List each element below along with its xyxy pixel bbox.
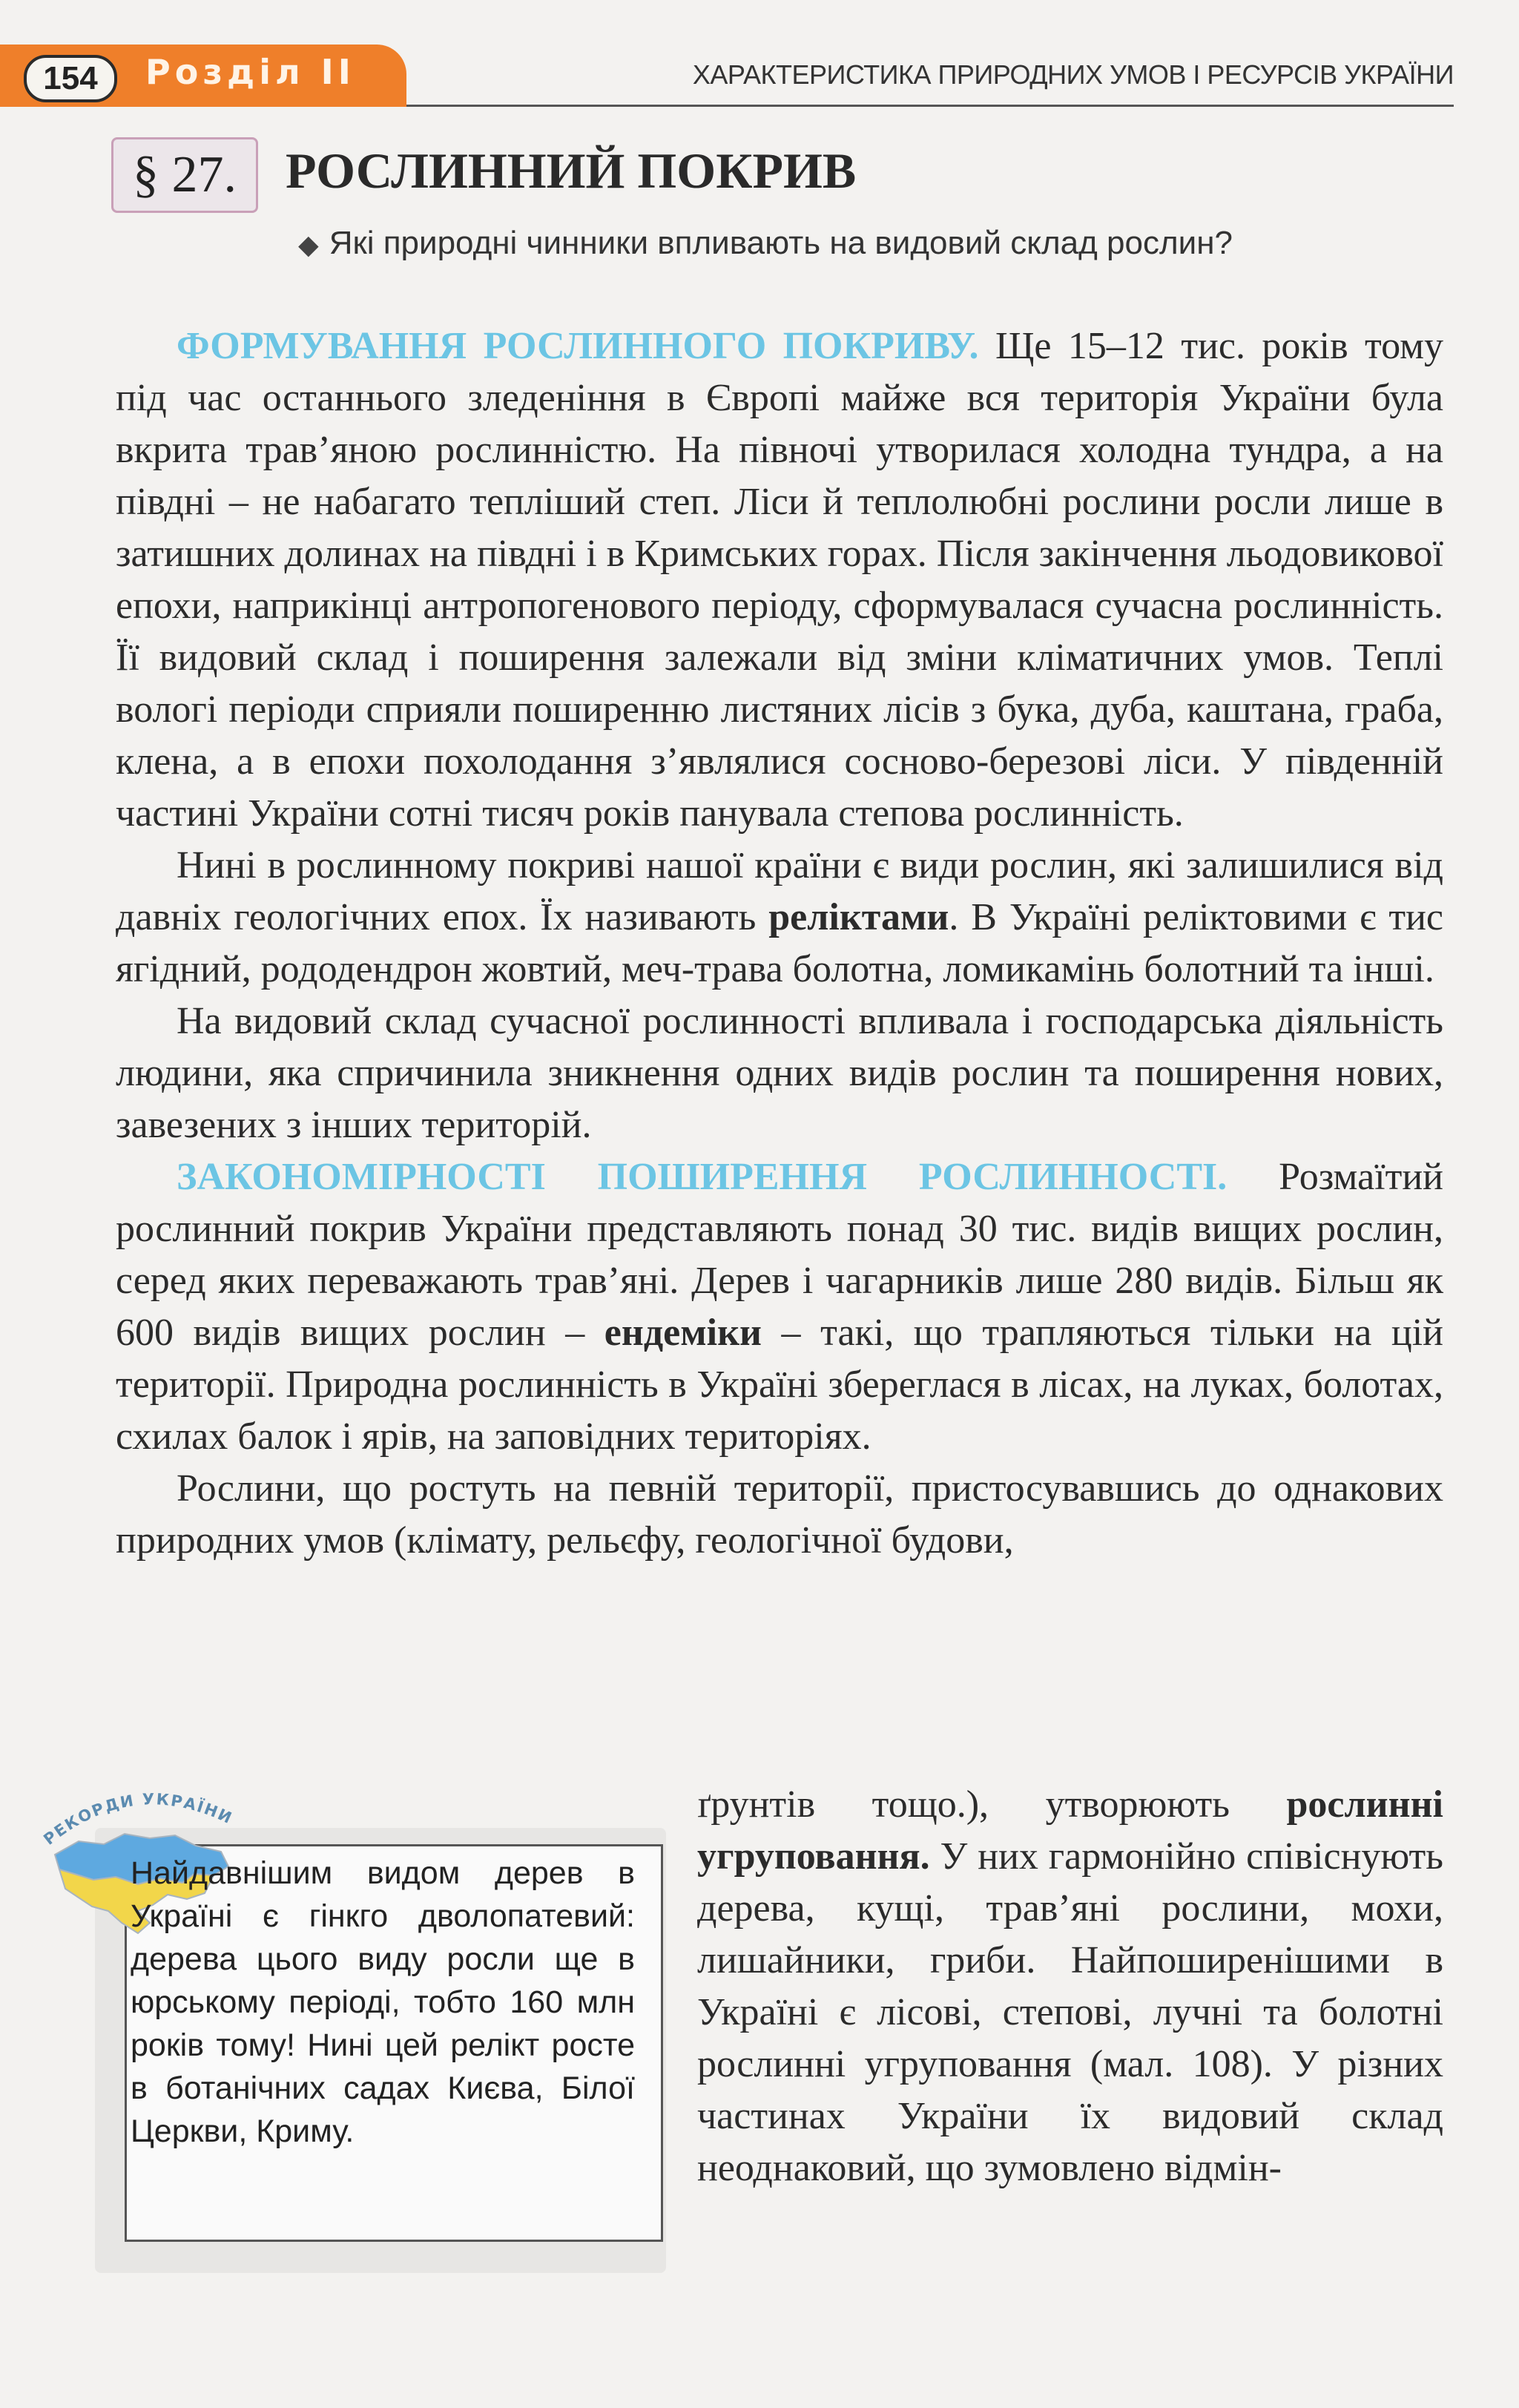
lead-question xyxy=(298,225,1233,262)
section-heading: ЗАКОНОМІРНОСТІ ПОШИРЕННЯ РОСЛИННОСТІ. xyxy=(177,1156,1228,1198)
diamond-icon: ◆ xyxy=(298,229,319,260)
paragraph xyxy=(116,320,1443,840)
infobox-text: Найдавнішим видом дерев в Україні є гінкго дволопатевий: дерева цього виду росли ще в юрському періоді, тобто 160 млн років тому! Нині цей релікт росте в ботанічних садах Києва, Білої Церкви, Криму. xyxy=(131,1855,635,2149)
header-rule xyxy=(406,105,1454,107)
paragraph-text: Розмаїтий рослинний покрив України представляють понад 30 тис. видів вищих рослин, серед яких переважають трав’яні. Дерев і чагарників лише 280 видів. Більш як 600 видів вищих рослин – xyxy=(116,1156,1443,1354)
main-text xyxy=(116,320,1443,1567)
term-plant-communities: рослинні угруповання. xyxy=(697,1783,1443,1878)
paragraph-text: Ще 15–12 тис. років тому під час останнього зледеніння в Європі майже вся територія України була вкрита трав’яною рослинністю. На півночі утворилася холодна тундра, а на півдні – не набагато тепліший степ. Ліси й теплолюбні рослини росли лише в затишних долинах на півдні і в Кримських горах. Після закінчення льодовикової епохи, наприкінці антропогенового періоду, сформувалася сучасна рослинність. Її видовий склад і поширення залежали від зміни кліматичних умов. Теплі вологі періоди сприяли поширенню листяних лісів з бука, дуба, каштана, граба, клена, а в епохи похолодання з’являлися сосново-березові ліси. У південній частині України сотні тисяч років панувала степова рослинність. xyxy=(116,325,1443,835)
section-heading: ФОРМУВАННЯ РОСЛИННОГО ПОКРИВУ. xyxy=(177,325,979,367)
section-tab xyxy=(0,45,406,107)
section-label: Розділ II xyxy=(145,52,355,92)
paragraph-text: ґрунтів тощо.), утворюють xyxy=(697,1783,1287,1826)
paragraph xyxy=(697,1779,1443,2194)
paragraph xyxy=(116,1151,1443,1463)
paragraph-text: На видовий склад сучасної рослинності впливала і господарська діяльність людини, яка спричинила зникнення одних видів рослин та поширення нових, завезених з інших територій. xyxy=(116,1000,1443,1146)
right-column-text xyxy=(697,1779,1443,2194)
paragraph xyxy=(116,996,1443,1151)
paragraph-text: . В Україні реліктовими є тис ягідний, рододендрон жовтий, меч-трава болотна, ломикамінь болотний та інші. xyxy=(116,896,1443,990)
question-text: Які природні чинники впливають на видовий склад рослин? xyxy=(329,225,1233,261)
paragraph-text: Рослини, що ростуть на певній території, пристосувавшись до однакових природних умов (клімату, рельєфу, геологічної будови, xyxy=(116,1467,1443,1562)
paragraph xyxy=(116,1463,1443,1567)
paragraph xyxy=(116,840,1443,996)
page-title: РОСЛИННИЙ ПОКРИВ xyxy=(286,142,857,199)
term-endemics: ендеміки xyxy=(604,1312,762,1354)
page-number: 154 xyxy=(24,55,117,102)
term-relicts: реліктами xyxy=(768,896,949,938)
records-badge: РЕКОРДИ УКРАЇНИ xyxy=(40,1790,236,1849)
paragraph-text: Нині в рослинному покриві нашої країни є види рослин, які залишилися від давніх геологічних епох. Їх називають xyxy=(116,844,1443,938)
paragraph-text: – такі, що трапляються тільки на цій території. Природна рослинність в Україні збереглася в лісах, на луках, болотах, схилах балок і ярів, на заповідних територіях. xyxy=(116,1312,1443,1458)
running-title: ХАРАКТЕРИСТИКА ПРИРОДНИХ УМОВ І РЕСУРСІВ УКРАЇНИ xyxy=(692,59,1454,90)
page-header xyxy=(0,45,1454,107)
paragraph-number: § 27. xyxy=(111,137,258,213)
paragraph-text: У них гармонійно співіснують дерева, кущі, трав’яні рослини, мохи, лишайники, гриби. Найпоширенішими в Україні є лісові, степові, лучні та болотні рослинні угруповання (мал. 108). У різних частинах України їх видовий склад неоднаковий, що зумовлено відмін- xyxy=(697,1835,1443,2189)
